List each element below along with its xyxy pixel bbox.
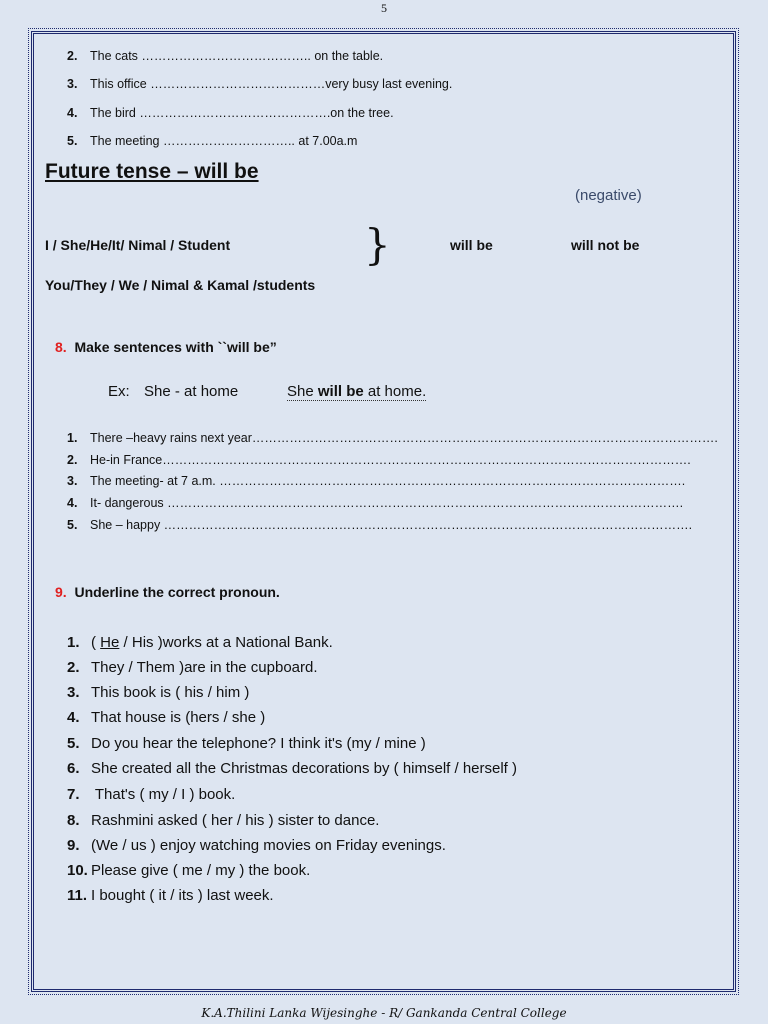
example-answer: She will be at home.	[287, 383, 427, 400]
list-item: 2. The cats ………………………………….. on the table.	[67, 49, 384, 63]
will-be-label: will be	[450, 237, 493, 253]
brace: }	[364, 220, 391, 269]
underlined-answer: He	[100, 634, 120, 651]
negative-label: (negative)	[575, 187, 642, 204]
list-item: 1. There –heavy rains next year………………………………………………………………………………………………….	[67, 431, 718, 445]
list-item: 3. This office ……………………………………very busy last evening.	[67, 77, 453, 91]
list-item: 10. Please give ( me / my ) the book.	[67, 862, 311, 879]
question-9-heading	[55, 584, 280, 600]
list-item: 4. It- dangerous …………………………………………………………………………………………………………….	[67, 496, 684, 510]
will-not-be-label: will not be	[571, 237, 640, 253]
list-item: 1. ( He / His )works at a National Bank.	[67, 634, 333, 651]
question-number: 8.	[55, 339, 67, 355]
list-item: 7. That's ( my / I ) book.	[67, 786, 236, 803]
list-item: 5. The meeting ………………………….. at 7.00a.m	[67, 134, 358, 148]
question-number: 9.	[55, 584, 67, 600]
list-item: 8. Rashmini asked ( her / his ) sister to dance.	[67, 812, 380, 829]
question-title: Underline the correct pronoun.	[74, 584, 280, 600]
list-item: 4. The bird ……………………………………….on the tree.	[67, 106, 394, 120]
example-label: Ex:	[108, 383, 130, 400]
list-item: 4. That house is (hers / she )	[67, 709, 266, 726]
subjects-plural: You/They / We / Nimal & Kamal /students	[45, 277, 316, 293]
list-item: 5. Do you hear the telephone? I think it's (my / mine )	[67, 735, 426, 752]
subjects-singular: I / She/He/It/ Nimal / Student	[45, 237, 231, 253]
list-item: 11. I bought ( it / its ) last week.	[67, 887, 274, 904]
list-item: 2. They / Them )are in the cupboard.	[67, 659, 318, 676]
list-item: 6. She created all the Christmas decorations by ( himself / herself )	[67, 760, 518, 777]
list-item: 5. She – happy ……………………………………………………………………………………………………………….	[67, 518, 693, 532]
page-number: 5	[381, 1, 387, 15]
list-item: 3. The meeting- at 7 a.m. ………………………………………………………………………………………………….	[67, 474, 686, 488]
list-item: 3. This book is ( his / him )	[67, 684, 250, 701]
question-8-heading	[55, 339, 277, 355]
question-title: Make sentences with ``will be”	[74, 339, 277, 355]
list-item: 9. (We / us ) enjoy watching movies on Friday evenings.	[67, 837, 446, 854]
footer-author: K.A.Thilini Lanka Wijesinghe - R/ Gankanda Central College	[201, 1006, 567, 1020]
section-title: Future tense – will be	[45, 160, 259, 183]
list-item: 2. He-in France……………………………………………………………………………………………………………….	[67, 453, 691, 467]
example-prompt: She - at home	[144, 383, 239, 400]
